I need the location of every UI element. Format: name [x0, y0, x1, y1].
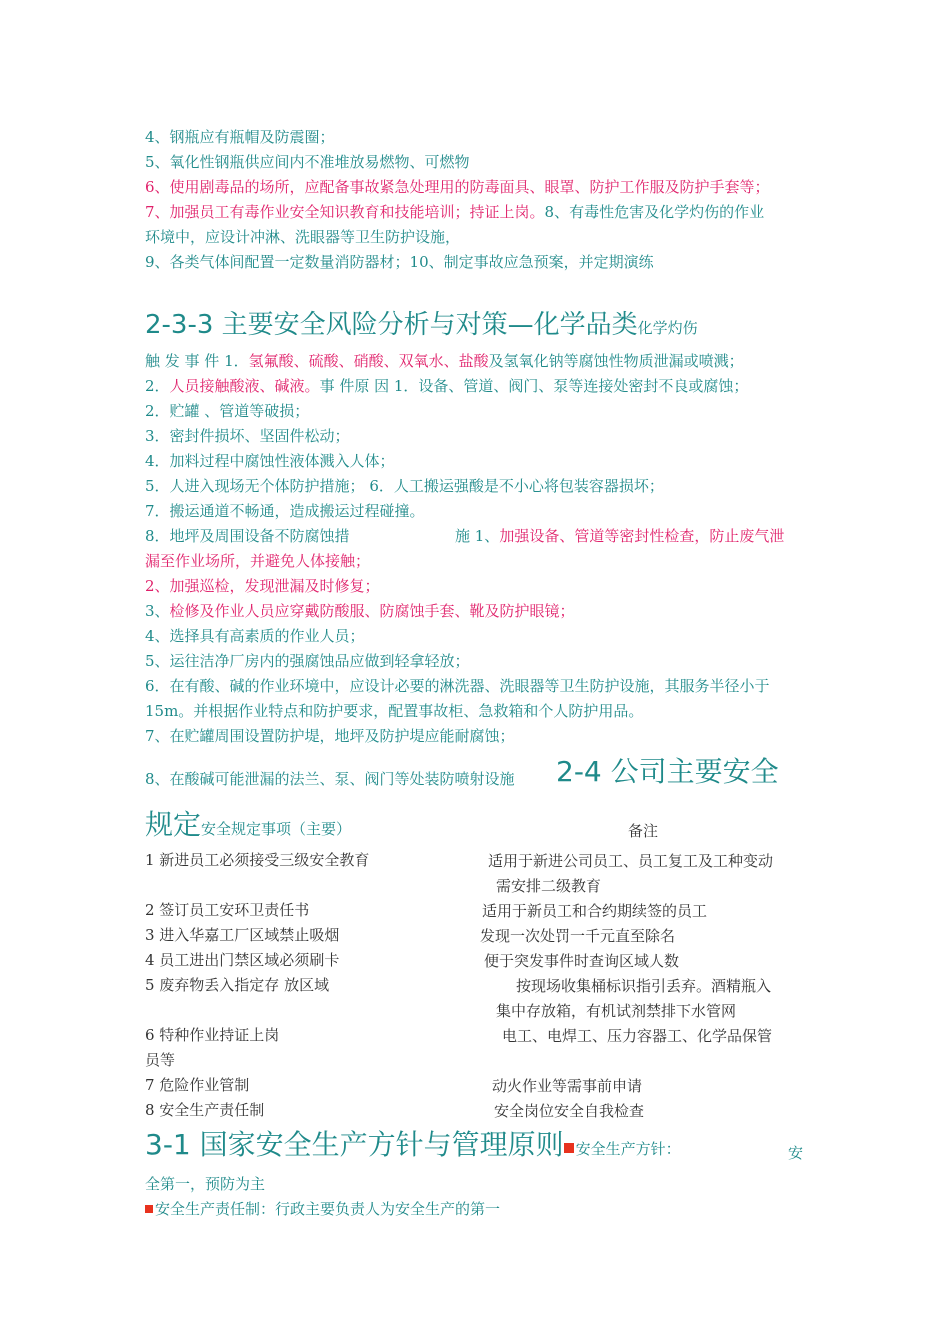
text-line: 6、使用剧毒品的场所，应配备事故紧急处理用的防毒面具、眼罩、防护工作服及防护手套等； — [145, 178, 770, 196]
text-line: 3．密封件损坏、坚固件松动； — [145, 427, 350, 445]
text-line — [145, 601, 575, 621]
rule-note: 安全岗位安全自我检查 — [494, 1102, 645, 1120]
rule-item: 5 废弃物丢入指定存 放区域 — [145, 976, 330, 994]
rule-note: 发现一次处罚一千元直至除名 — [480, 927, 676, 945]
text-line: 5、运往洁净厂房内的强腐蚀品应做到轻拿轻放； — [145, 652, 470, 670]
text-line: 6．在有酸、碱的作业环境中，应设计必要的淋洗器、洗眼器等卫生防护设施，其服务半径小于 — [145, 677, 770, 695]
rule-note-cont: 员等 — [145, 1051, 176, 1069]
rule-item: 2 签订员工安环卫责任书 — [145, 901, 310, 919]
heading-suffix: 化学灼伤 — [637, 319, 698, 337]
rule-item: 6 特种作业持证上岗 — [145, 1026, 280, 1044]
section-heading: 2-4 公司主要安全 — [556, 755, 779, 788]
text-line — [145, 202, 764, 222]
text-line: 8、在酸碱可能泄漏的法兰、泵、阀门等处装防喷射设施 — [145, 770, 515, 788]
section-heading-cont — [145, 808, 351, 846]
text-line: 漏至作业场所，并避免人体接触； — [145, 552, 371, 570]
square-bullet-icon — [145, 1205, 153, 1213]
text-line: 15m。并根据作业特点和防护要求，配置事故柜、急救箱和个人防护用品。 — [145, 702, 644, 720]
bullet-text-cont: 全第一，预防为主 — [145, 1175, 266, 1193]
heading-title: 2-3-3 主要安全风险分析与对策—化学品类 — [145, 310, 638, 340]
text-line — [455, 526, 784, 546]
bullet-text-tail: 安 — [788, 1144, 804, 1162]
text-span: 8、有毒性危害及化学灼伤的作业 — [544, 203, 765, 221]
text-line: 8．地坪及周围设备不防腐蚀措 — [145, 527, 350, 545]
bullet-line — [145, 1199, 500, 1219]
text-span: 事 件原 因 1．设备、管道、阀门、泵等连接处密封不良或腐蚀； — [319, 377, 749, 395]
bullet-text: 安全生产责任制：行政主要负责人为安全生产的第一 — [155, 1200, 501, 1218]
rule-item: 1 新进员工必须接受三级安全教育 — [145, 851, 370, 869]
text-line: 7．搬运通道不畅通，造成搬运过程碰撞。 — [145, 502, 425, 520]
text-span: 2． — [145, 377, 170, 395]
heading-title: 3-1 国家安全生产方针与管理原则 — [145, 1128, 564, 1161]
text-line: 5、氧化性钢瓶供应间内不准堆放易燃物、可燃物 — [145, 153, 470, 171]
rule-note: 便于突发事件时查询区域人数 — [484, 952, 680, 970]
text-span: 触 发 事 件 1． — [145, 352, 249, 370]
text-span: 检修及作业人员应穿戴防酸服、防腐蚀手套、靴及防护眼镜； — [169, 602, 575, 620]
text-line: 2．贮罐 、管道等破损； — [145, 402, 310, 420]
section-heading — [145, 1130, 681, 1166]
section-heading — [145, 310, 698, 343]
text-span: 3、 — [145, 602, 170, 620]
square-bullet-icon — [564, 1143, 574, 1153]
rule-note: 按现场收集桶标识指引丢弃。酒精瓶入 — [516, 977, 772, 995]
rule-note: 需安排二级教育 — [496, 877, 602, 895]
text-span: 施 1、 — [455, 527, 500, 545]
text-line: 4．加料过程中腐蚀性液体溅入人体； — [145, 452, 395, 470]
bullet-text: 安全生产方针： — [575, 1140, 681, 1158]
rule-item: 4 员工进出门禁区域必须刷卡 — [145, 951, 340, 969]
rule-note: 动火作业等需事前申请 — [492, 1077, 643, 1095]
text-span: 人员接触酸液、碱液。 — [169, 377, 320, 395]
col-header-notes: 备注 — [628, 822, 659, 840]
text-line: 4、钢瓶应有瓶帽及防震圈； — [145, 128, 335, 146]
heading-title: 规定 — [145, 808, 202, 841]
rule-note: 适用于新进公司员工、员工复工及工种变动 — [488, 852, 774, 870]
text-span: 氢氟酸、硫酸、硝酸、双氧水、盐酸 — [248, 352, 489, 370]
rule-note: 适用于新员工和合约期续签的员工 — [482, 902, 708, 920]
text-line: 4、选择具有高素质的作业人员； — [145, 627, 365, 645]
text-line: 9、各类气体间配置一定数量消防器材；10、制定事故应急预案，并定期演练 — [145, 253, 654, 271]
col-header-rules: 安全规定事项（主要） — [201, 820, 352, 838]
text-line: 环境中，应设计冲淋、洗眼器等卫生防护设施， — [145, 228, 461, 246]
text-span: 及氢氧化钠等腐蚀性物质泄漏或喷溅； — [488, 352, 744, 370]
text-line — [145, 351, 744, 371]
text-line — [145, 376, 748, 396]
rule-item: 3 进入华嘉工厂区域禁止吸烟 — [145, 926, 340, 944]
rule-item: 7 危险作业管制 — [145, 1076, 250, 1094]
rule-note: 集中存放箱，有机试剂禁排下水管网 — [496, 1002, 737, 1020]
rule-note: 电工、电焊工、压力容器工、化学品保管 — [502, 1027, 773, 1045]
text-line: 2、加强巡检，发现泄漏及时修复； — [145, 577, 380, 595]
text-line: 7、在贮罐周围设置防护堤，地坪及防护堤应能耐腐蚀； — [145, 727, 515, 745]
text-span: 加强设备、管道等密封性检查，防止废气泄 — [499, 527, 785, 545]
rule-item: 8 安全生产责任制 — [145, 1101, 265, 1119]
text-span: 7、加强员工有毒作业安全知识教育和技能培训；持证上岗。 — [145, 203, 545, 221]
text-line: 5．人进入现场无个体防护措施； 6．人工搬运强酸是不小心将包装容器损坏； — [145, 477, 664, 495]
